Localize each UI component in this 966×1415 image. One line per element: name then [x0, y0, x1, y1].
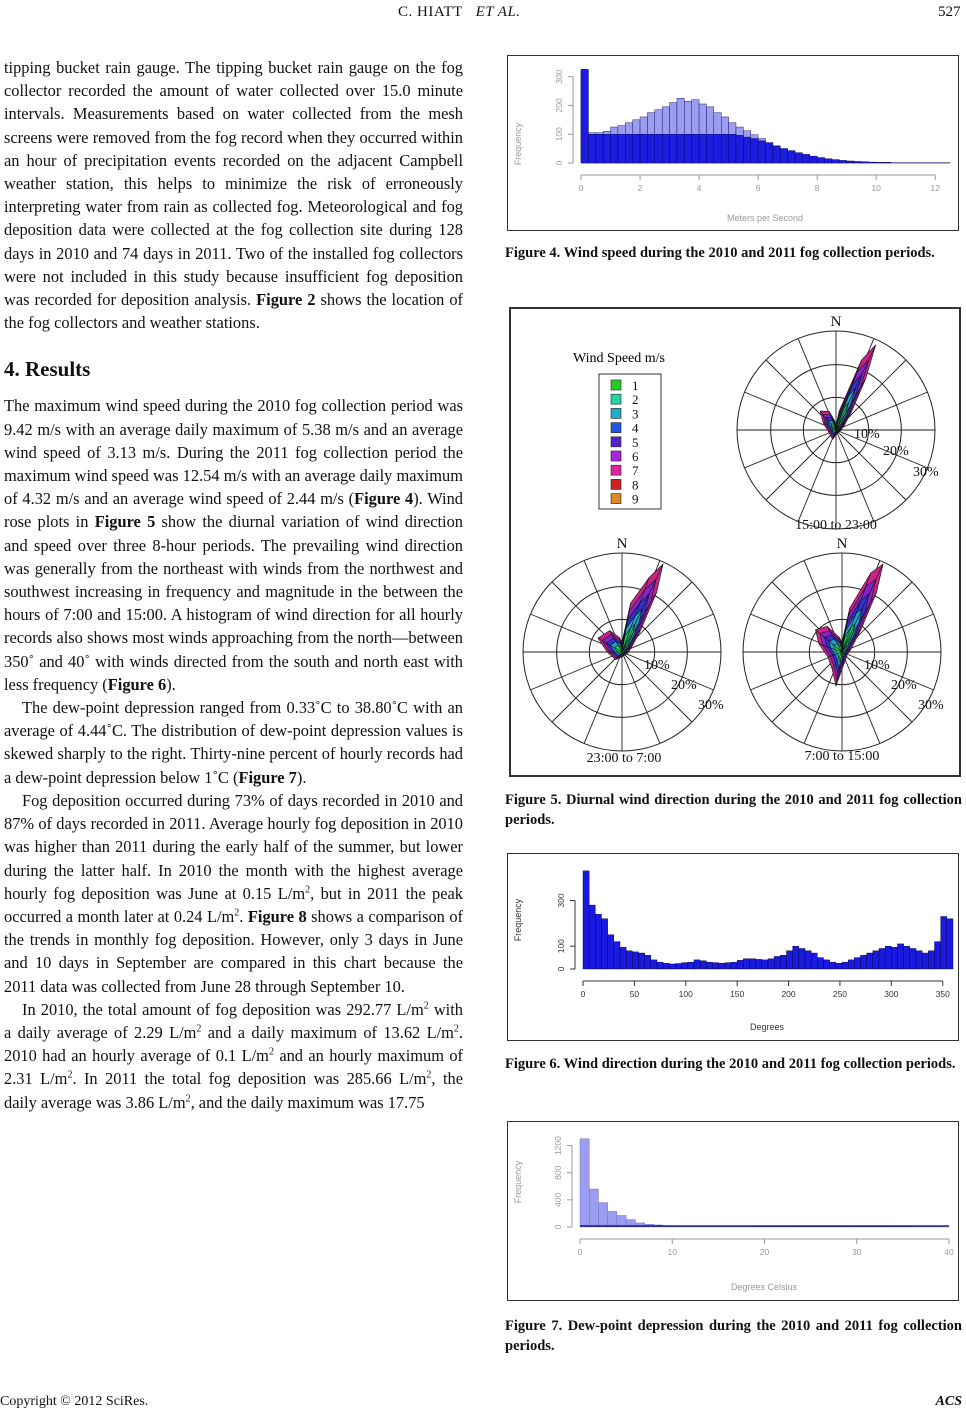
- legend-swatch: [611, 408, 621, 418]
- x-tick-label: 30: [852, 1247, 862, 1257]
- histogram-bar: [876, 162, 883, 163]
- histogram-bar: [832, 160, 839, 163]
- paragraph: Fog deposition occurred during 73% of days recorded in 2010 and 87% of days recorded in 2011. Average hourly fog deposition in 2010 was higher than 2011 during the early half of the summer, but lower during the latter half. In 2010 the month with the highest average hourly fog deposition was June at 0.15 $L/m^2$, but in 2011 the peak occurred a month later at 0.24 $L/m^2$. Figure 8 shows a comparison of the trends in monthly fog deposition. However, only 3 days in June and 10 days in September are compared in this chart because the 2011 data was collected from June 28 through September 10.: [4, 790, 463, 996]
- histogram-bar: [922, 953, 928, 969]
- legend-swatch: [611, 423, 621, 433]
- histogram-bar: [799, 948, 805, 969]
- legend-label: 8: [632, 477, 639, 493]
- histogram-bar: [743, 959, 749, 969]
- histogram-bar: [736, 135, 743, 163]
- histogram-bar: [583, 871, 589, 969]
- y-tick-label: 100: [556, 939, 566, 954]
- histogram-bar: [854, 958, 860, 969]
- legend-box: [599, 374, 661, 509]
- histogram-bar: [766, 143, 773, 163]
- figure-5-wind-roses: [509, 307, 961, 777]
- histogram-bar: [608, 1211, 617, 1227]
- histogram-bar: [611, 134, 618, 163]
- histogram-bar: [731, 962, 737, 969]
- journal-abbreviation: ACS: [935, 1394, 962, 1409]
- y-tick-label: 800: [553, 1165, 563, 1180]
- legend-title: Wind Speed m/s: [573, 351, 665, 366]
- x-tick-label: 6: [755, 183, 761, 193]
- histogram-bar: [677, 134, 684, 163]
- histogram-bar: [788, 151, 795, 163]
- histogram-bar: [595, 914, 601, 969]
- histogram-bar: [676, 964, 682, 969]
- histogram-bar: [854, 162, 861, 163]
- y-tick-label: 400: [553, 1192, 563, 1207]
- histogram-bar: [663, 963, 669, 969]
- histogram-bar: [713, 963, 719, 969]
- histogram-bar: [682, 963, 688, 969]
- legend-swatch: [611, 451, 621, 461]
- histogram-bar: [688, 962, 694, 969]
- histogram-bar: [787, 951, 793, 969]
- histogram-bar: [768, 959, 774, 969]
- histogram-bar: [751, 139, 758, 163]
- histogram-bar: [817, 158, 824, 163]
- histogram-bar: [941, 917, 947, 970]
- petal-edge: [842, 564, 883, 652]
- histogram-bar: [861, 955, 867, 969]
- north-label: N: [830, 314, 842, 330]
- histogram-bar: [639, 953, 645, 969]
- page-header: [0, 4, 966, 26]
- rose-spoke: [552, 652, 622, 722]
- x-tick-label: 0: [580, 989, 586, 999]
- histogram-bar: [928, 951, 934, 969]
- histogram-bar: [774, 956, 780, 969]
- histogram-bar: [910, 948, 916, 969]
- ring-percent-label: 10%: [854, 427, 880, 442]
- histogram-bar: [725, 963, 731, 969]
- y-tick-label: 200: [554, 98, 564, 113]
- histogram-bar: [839, 160, 846, 163]
- histogram-bar: [780, 955, 786, 969]
- histogram-bar: [743, 137, 750, 163]
- figure-6-caption: Figure 6. Wind direction during the 2010 and 2011 fog collection periods.: [505, 1056, 956, 1072]
- figure-4-wind-speed-histogram: [507, 55, 959, 231]
- figure-7-dew-point-histogram: [507, 1121, 959, 1301]
- x-axis-label: Degrees Celsius: [730, 1282, 798, 1292]
- ring-percent-label: 20%: [891, 678, 917, 693]
- dew-point-histogram-svg: [508, 1122, 958, 1300]
- x-tick-label: 50: [629, 989, 640, 999]
- histogram-bar: [802, 154, 809, 163]
- running-head-authors: C. HIATT ET AL.: [398, 4, 521, 20]
- histogram-bar: [602, 919, 608, 969]
- x-tick-label: 4: [696, 183, 702, 193]
- histogram-bar: [773, 146, 780, 163]
- histogram-bar: [756, 959, 762, 969]
- histogram-bar: [714, 134, 721, 163]
- histogram-bar: [620, 947, 626, 969]
- histogram-bar: [608, 935, 614, 969]
- wind-rose: [743, 536, 944, 764]
- x-tick-label: 40: [944, 1247, 954, 1257]
- petal-edge: [836, 345, 876, 430]
- figure-6-wind-direction-histogram: [507, 853, 959, 1041]
- legend-label: 4: [632, 420, 639, 436]
- histogram-bar: [793, 946, 799, 969]
- histogram-bar: [618, 134, 625, 163]
- histogram-bar: [762, 960, 768, 969]
- north-label: N: [616, 536, 628, 552]
- histogram-bar: [699, 134, 706, 163]
- histogram-bar: [617, 1215, 626, 1227]
- legend-label: 6: [632, 449, 639, 464]
- time-period-label: 23:00 to 7:00: [586, 751, 662, 766]
- figure-4-caption: Figure 4. Wind speed during the 2010 and 2011 fog collection periods.: [505, 245, 935, 261]
- legend-label: 5: [632, 434, 639, 450]
- histogram-bar: [633, 134, 640, 163]
- histogram-bar: [684, 134, 691, 163]
- ring-percent-label: 30%: [918, 698, 944, 713]
- x-tick-label: 0: [578, 183, 584, 193]
- histogram-bar: [657, 962, 663, 969]
- legend-label: 9: [632, 491, 639, 507]
- histogram-bar: [836, 963, 842, 969]
- histogram-bar: [645, 955, 651, 969]
- histogram-bar: [879, 948, 885, 969]
- histogram-bar: [898, 944, 904, 969]
- x-tick-label: 200: [781, 989, 796, 999]
- histogram-bar: [669, 964, 675, 969]
- north-label: N: [836, 536, 848, 552]
- histogram-bar: [842, 962, 848, 969]
- histogram-bar: [581, 69, 588, 163]
- histogram-bar: [706, 962, 712, 969]
- legend-swatch: [611, 394, 621, 404]
- ring-percent-label: 10%: [864, 658, 890, 673]
- histogram-bar: [598, 1203, 607, 1227]
- histogram-bar: [867, 953, 873, 969]
- y-tick-label: 100: [554, 127, 564, 142]
- legend-label: 3: [632, 406, 639, 422]
- histogram-bar: [825, 159, 832, 163]
- histogram-bar: [651, 960, 657, 969]
- histogram-bar: [758, 141, 765, 163]
- histogram-bar: [647, 134, 654, 163]
- histogram-bar: [891, 947, 897, 969]
- y-axis-label: Frequency: [513, 122, 523, 166]
- histogram-bar: [904, 946, 910, 969]
- histogram-bar: [670, 134, 677, 163]
- paragraph: In 2010, the total amount of fog deposition was 292.77 $L/m^2$ with a daily average of 2.29 $L/m^2$ and a daily maximum of 13.62 $L/m^2$. 2010 had an hourly average of 0.1 $L/m^2$ and an hourly maximum of 2.31 $L/m^2$. In 2011 the total fog deposition was 285.66 $L/m^2$, the daily average was 3.86 $L/m^2$, and the daily maximum was 17.75: [4, 999, 463, 1112]
- histogram-bar: [805, 951, 811, 969]
- histogram-bar: [947, 919, 953, 969]
- figure-7-caption: Figure 7. Dew-point depression during the 2010 and 2011 fog collection periods.: [505, 1318, 962, 1354]
- time-period-label: 7:00 to 15:00: [804, 749, 880, 764]
- ring-percent-label: 30%: [913, 465, 939, 480]
- histogram-bar: [729, 134, 736, 163]
- histogram-bar: [625, 134, 632, 163]
- ring-percent-label: 30%: [698, 698, 724, 713]
- x-axis-label: Meters per Second: [726, 213, 804, 223]
- y-tick-label: 0: [554, 160, 564, 166]
- histogram-bar: [692, 134, 699, 163]
- histogram-bar: [847, 161, 854, 163]
- histogram-bar: [817, 958, 823, 969]
- legend-label: 1: [632, 378, 639, 393]
- y-tick-label: 300: [556, 893, 566, 908]
- histogram-bar: [780, 149, 787, 163]
- histogram-bar: [884, 162, 891, 163]
- histogram-bar: [935, 942, 941, 969]
- histogram-bar: [737, 960, 743, 969]
- legend-swatch: [611, 465, 621, 475]
- histogram-bar: [824, 960, 830, 969]
- histogram-bar: [596, 134, 603, 163]
- x-tick-label: 300: [884, 989, 899, 999]
- histogram-bar: [589, 905, 595, 969]
- histogram-bar: [640, 134, 647, 163]
- histogram-bar: [810, 156, 817, 163]
- x-tick-label: 20: [759, 1247, 770, 1257]
- legend-swatch: [611, 437, 621, 447]
- ring-percent-label: 20%: [883, 444, 909, 459]
- histogram-bar: [869, 162, 876, 163]
- paragraph: The dew-point depression ranged from 0.33˚C to 38.80˚C with an average of 4.44˚C. The distribution of dew-point depression values is skewed sharply to the right. Thirty-nine percent of hourly records had a dew-point depression below 1˚C (Figure 7).: [4, 698, 463, 787]
- paragraph: The maximum wind speed during the 2010 fog collection period was 9.42 m/s with an average daily maximum of 5.38 m/s and an average wind speed of 3.13 m/s. During the 2011 fog collection period the maximum wind speed was 12.54 m/s with an average daily maximum of 4.32 m/s and an average wind speed of 2.44 m/s (Figure 4). Wind rose plots in Figure 5 show the diurnal variation of wind direction and speed over three 8-hour periods. The prevailing wind direction was generally from the northeast with winds from the northwest and southwest increasing in frequency and magnitude in the between the hours of 7:00 and 15:00. A histogram of wind direction for all hourly records also shows most winds approaching from the north—between 350˚ and 40˚ with winds directed from the south and north east with less frequency (Figure 6).: [4, 396, 463, 694]
- histogram-bar: [719, 963, 725, 969]
- histogram-bar: [873, 951, 879, 969]
- x-tick-label: 350: [935, 989, 950, 999]
- legend-swatch: [611, 479, 621, 489]
- histogram-bar: [861, 162, 868, 163]
- legend-swatch: [611, 380, 621, 390]
- x-tick-label: 10: [871, 183, 881, 193]
- histogram-bar: [811, 953, 817, 969]
- y-tick-label: 0: [556, 966, 566, 972]
- time-period-label: 15:00 to 23:00: [795, 518, 877, 533]
- y-tick-label: 300: [554, 69, 564, 84]
- wind-direction-histogram-svg: [508, 854, 958, 1040]
- rose-spoke: [766, 430, 836, 500]
- x-tick-label: 100: [678, 989, 693, 999]
- histogram-bar: [916, 951, 922, 969]
- legend-label: 7: [632, 463, 639, 479]
- body-text-column: [4, 56, 463, 1114]
- histogram-bar: [700, 961, 706, 969]
- page-number: 527: [938, 4, 961, 20]
- wind-rose: [523, 536, 724, 766]
- x-axis-label: Degrees: [749, 1022, 785, 1032]
- x-tick-label: 0: [577, 1247, 583, 1257]
- histogram-bar: [614, 942, 620, 969]
- histogram-bar: [750, 959, 756, 969]
- histogram-bar: [655, 134, 662, 163]
- legend-swatch: [611, 494, 621, 504]
- histogram-bar: [588, 134, 595, 163]
- histogram-bar: [830, 962, 836, 969]
- histogram-bar: [848, 960, 854, 969]
- x-tick-label: 10: [667, 1247, 677, 1257]
- x-tick-label: 8: [814, 183, 820, 193]
- histogram-bar: [706, 134, 713, 163]
- wind-speed-histogram-svg: [508, 56, 958, 230]
- histogram-bar: [580, 1139, 589, 1227]
- y-axis-label: Frequency: [513, 898, 523, 942]
- histogram-bar: [589, 1189, 598, 1227]
- histogram-bar: [632, 952, 638, 969]
- histogram-bar: [795, 153, 802, 163]
- legend-label: 2: [632, 392, 639, 408]
- paragraph: tipping bucket rain gauge. The tipping bucket rain gauge on the fog collector recorded the amount of water collected over 15.0 minute intervals. Measurements based on water collected from the mesh screens were removed from the fog record when they occurred within an hour of precipitation events recorded on the adjacent Campbell weather station, this helps to minimize the risk of erroneously interpreting water from rain as collected fog. Meteorological and fog deposition data were collected at the fog collection site during 128 days in 2010 and 74 days in 2011. Two of the installed fog collectors were not included in this study because insufficient fog deposition was recorded for deposition analysis. Figure 2 shows the location of the fog collectors and weather stations.: [4, 58, 463, 333]
- ring-percent-label: 10%: [644, 658, 670, 673]
- x-tick-label: 150: [730, 989, 745, 999]
- histogram-bar: [662, 134, 669, 163]
- copyright-notice: Copyright © 2012 SciRes.: [0, 1394, 149, 1409]
- y-tick-label: 1200: [553, 1136, 563, 1156]
- y-tick-label: 0: [553, 1224, 563, 1230]
- histogram-bar: [603, 134, 610, 163]
- x-tick-label: 2: [637, 183, 643, 193]
- histogram-bar: [626, 951, 632, 969]
- ring-percent-label: 20%: [671, 678, 697, 693]
- petal-edge: [622, 564, 663, 652]
- wind-rose: [737, 314, 939, 533]
- histogram-bar: [721, 134, 728, 163]
- wind-roses-svg: [511, 309, 959, 775]
- x-tick-label: 12: [930, 183, 940, 193]
- histogram-bar: [885, 946, 891, 969]
- x-tick-label: 250: [832, 989, 848, 999]
- y-axis-label: Frequency: [513, 1160, 523, 1204]
- section-title: 4. Results: [4, 357, 91, 382]
- histogram-bar: [694, 960, 700, 969]
- figure-5-caption: Figure 5. Diurnal wind direction during the 2010 and 2011 fog collection periods.: [505, 792, 962, 828]
